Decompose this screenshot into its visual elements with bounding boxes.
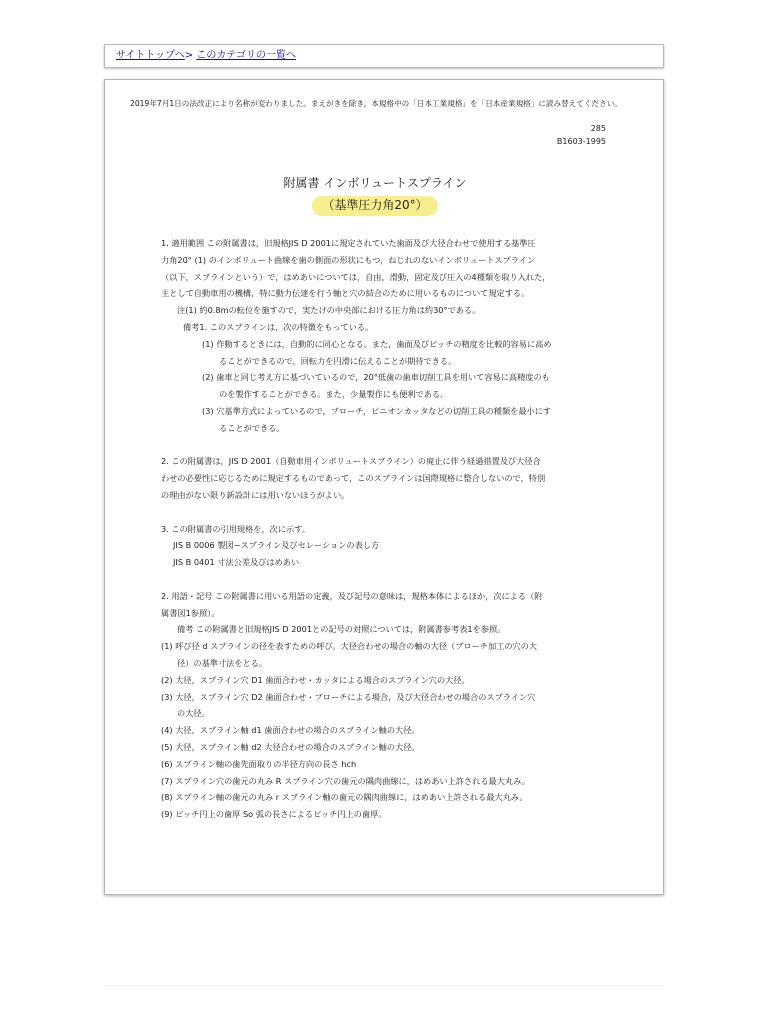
document-title: 附属書 インボリュートスプライン xyxy=(283,176,467,190)
feature-item: (1) 作動するときには，自動的に同心となる。また，歯面及びピッチの精度を比較的容易に高め xyxy=(202,338,552,349)
breadcrumb-separator: > xyxy=(184,50,194,61)
term-item-cont: の大径。 xyxy=(177,708,210,719)
term-item-cont: 径）の基準寸法をとる。 xyxy=(177,657,268,668)
feature-item: (2) 歯車と同じ考え方に基づいているので，20°低歯の歯車切削工具を用いて容易に高精度のも xyxy=(202,372,550,383)
remark-2: 備考 この附属書と旧規格JIS D 2001との記号の対照については，附属書参考表1を参照。 xyxy=(177,624,506,635)
feature-item-cont: のを製作することができる。また，少量製作にも便利である。 xyxy=(219,389,449,400)
category-list-link[interactable]: このカテゴリの一覧へ xyxy=(196,50,296,61)
section2-line: 2. この附属書は，JIS D 2001（自動車用インボリュートスプライン）の廃止に伴う経過措置及び大径合 xyxy=(161,456,541,467)
section2-line: わせの必要性に応じるために規定するものであって，このスプラインは国際規格に整合しないので，特別 xyxy=(161,473,546,484)
footnote-1: 注(1) 約0.8mの転位を施すので，実たけの中央部における圧力角は約30°である。 xyxy=(177,305,481,316)
site-top-link[interactable]: サイトトップへ xyxy=(116,50,185,61)
feature-item-cont: ることができるので，回転力を円滑に伝えることが期待できる。 xyxy=(219,355,457,366)
name-change-notice: 2019年7月1日の法改正により名称が変わりました。まえがきを除き，本規格中の「日本工業規格」を「日本産業規格」に読み替えてください。 xyxy=(130,99,622,108)
spacer xyxy=(161,504,621,521)
breadcrumb-bar xyxy=(104,44,664,68)
document-subtitle-highlighted: （基準圧力角20°） xyxy=(312,196,437,216)
term-item: (8) スプライン軸の歯元の丸み r スプライン軸の歯元の隅肉曲線に，はめあい上許される最大丸み。 xyxy=(161,792,528,803)
term-item: (7) スプライン穴の歯元の丸み R スプライン穴の歯元の隅肉曲線に，はめあい上許される最大丸み。 xyxy=(161,775,530,786)
reference-standard: JIS B 0401 寸法公差及びはめあい xyxy=(173,557,300,568)
term-item: (4) 大径，スプライン軸 d1 歯面合わせの場合のスプライン軸の大径。 xyxy=(161,725,420,736)
document-subtitle-wrap xyxy=(105,194,645,216)
reference-standard: JIS B 0006 製図−スプライン及びセレーションの表し方 xyxy=(173,540,380,551)
terms-section-line: 属書図1参照）。 xyxy=(161,607,220,618)
section1-line: 力角20° (1) のインボリュート曲線を歯の側面の形状にもつ，ねじれのないインボリュートスプライン xyxy=(161,254,536,265)
standard-number: B1603-1995 xyxy=(556,137,606,146)
term-item: (3) 大径，スプライン穴 D2 歯面合わせ・ブローチによる場合，及び大径合わせの場合のスプライン穴 xyxy=(161,691,536,702)
footer-divider xyxy=(104,985,664,986)
section1-line: 主として自動車用の機構，特に動力伝達を行う軸と穴の結合のために用いるものについて規定する。 xyxy=(161,288,530,299)
term-item: (9) ピッチ円上の歯厚 So 弧の長さによるピッチ円上の歯厚。 xyxy=(161,809,387,820)
spacer xyxy=(161,571,621,588)
terms-section-line: 2. 用語・記号 この附属書に用いる用語の定義，及び記号の意味は，規格本体によるほか，次による（附 xyxy=(161,590,543,601)
section3-title: 3. この附属書の引用規格を，次に示す。 xyxy=(161,523,310,534)
section1-line: 1. 適用範囲 この附属書は，旧規格JIS D 2001に規定されていた歯面及び大径合わせで使用する基準圧 xyxy=(161,238,536,248)
term-item: (1) 呼び径 d スプラインの径を表すための呼び。大径合わせの場合の軸の大径（ブローチ加工の穴の大 xyxy=(161,641,538,652)
page-number: 285 xyxy=(590,124,606,133)
spacer xyxy=(161,437,621,454)
document-body xyxy=(161,235,621,823)
term-item: (5) 大径，スプライン軸 d2 大径合わせの場合のスプライン軸の大径。 xyxy=(161,741,420,752)
term-item: (2) 大径，スプライン穴 D1 歯面合わせ・カッタによる場合のスプライン穴の大径。 xyxy=(161,674,470,685)
feature-item-cont: ることができる。 xyxy=(219,422,285,433)
section2-line: の理由がない限り新設計には用いないほうがよい。 xyxy=(161,489,350,500)
section1-line: （以下，スプラインという）で，はめあいについては，自由，滑動，固定及び圧入の4種類を取り入れた， xyxy=(161,271,551,282)
document-page xyxy=(104,79,664,895)
term-item: (6) スプライン軸の歯先面取りの半径方向の長さ hch xyxy=(161,758,357,769)
remark-1: 備考1. このスプラインは，次の特徴をもっている。 xyxy=(183,321,374,332)
feature-item: (3) 穴基準方式によっているので，ブローチ，ピニオンカッタなどの切削工具の種類を最小にす xyxy=(202,405,552,416)
